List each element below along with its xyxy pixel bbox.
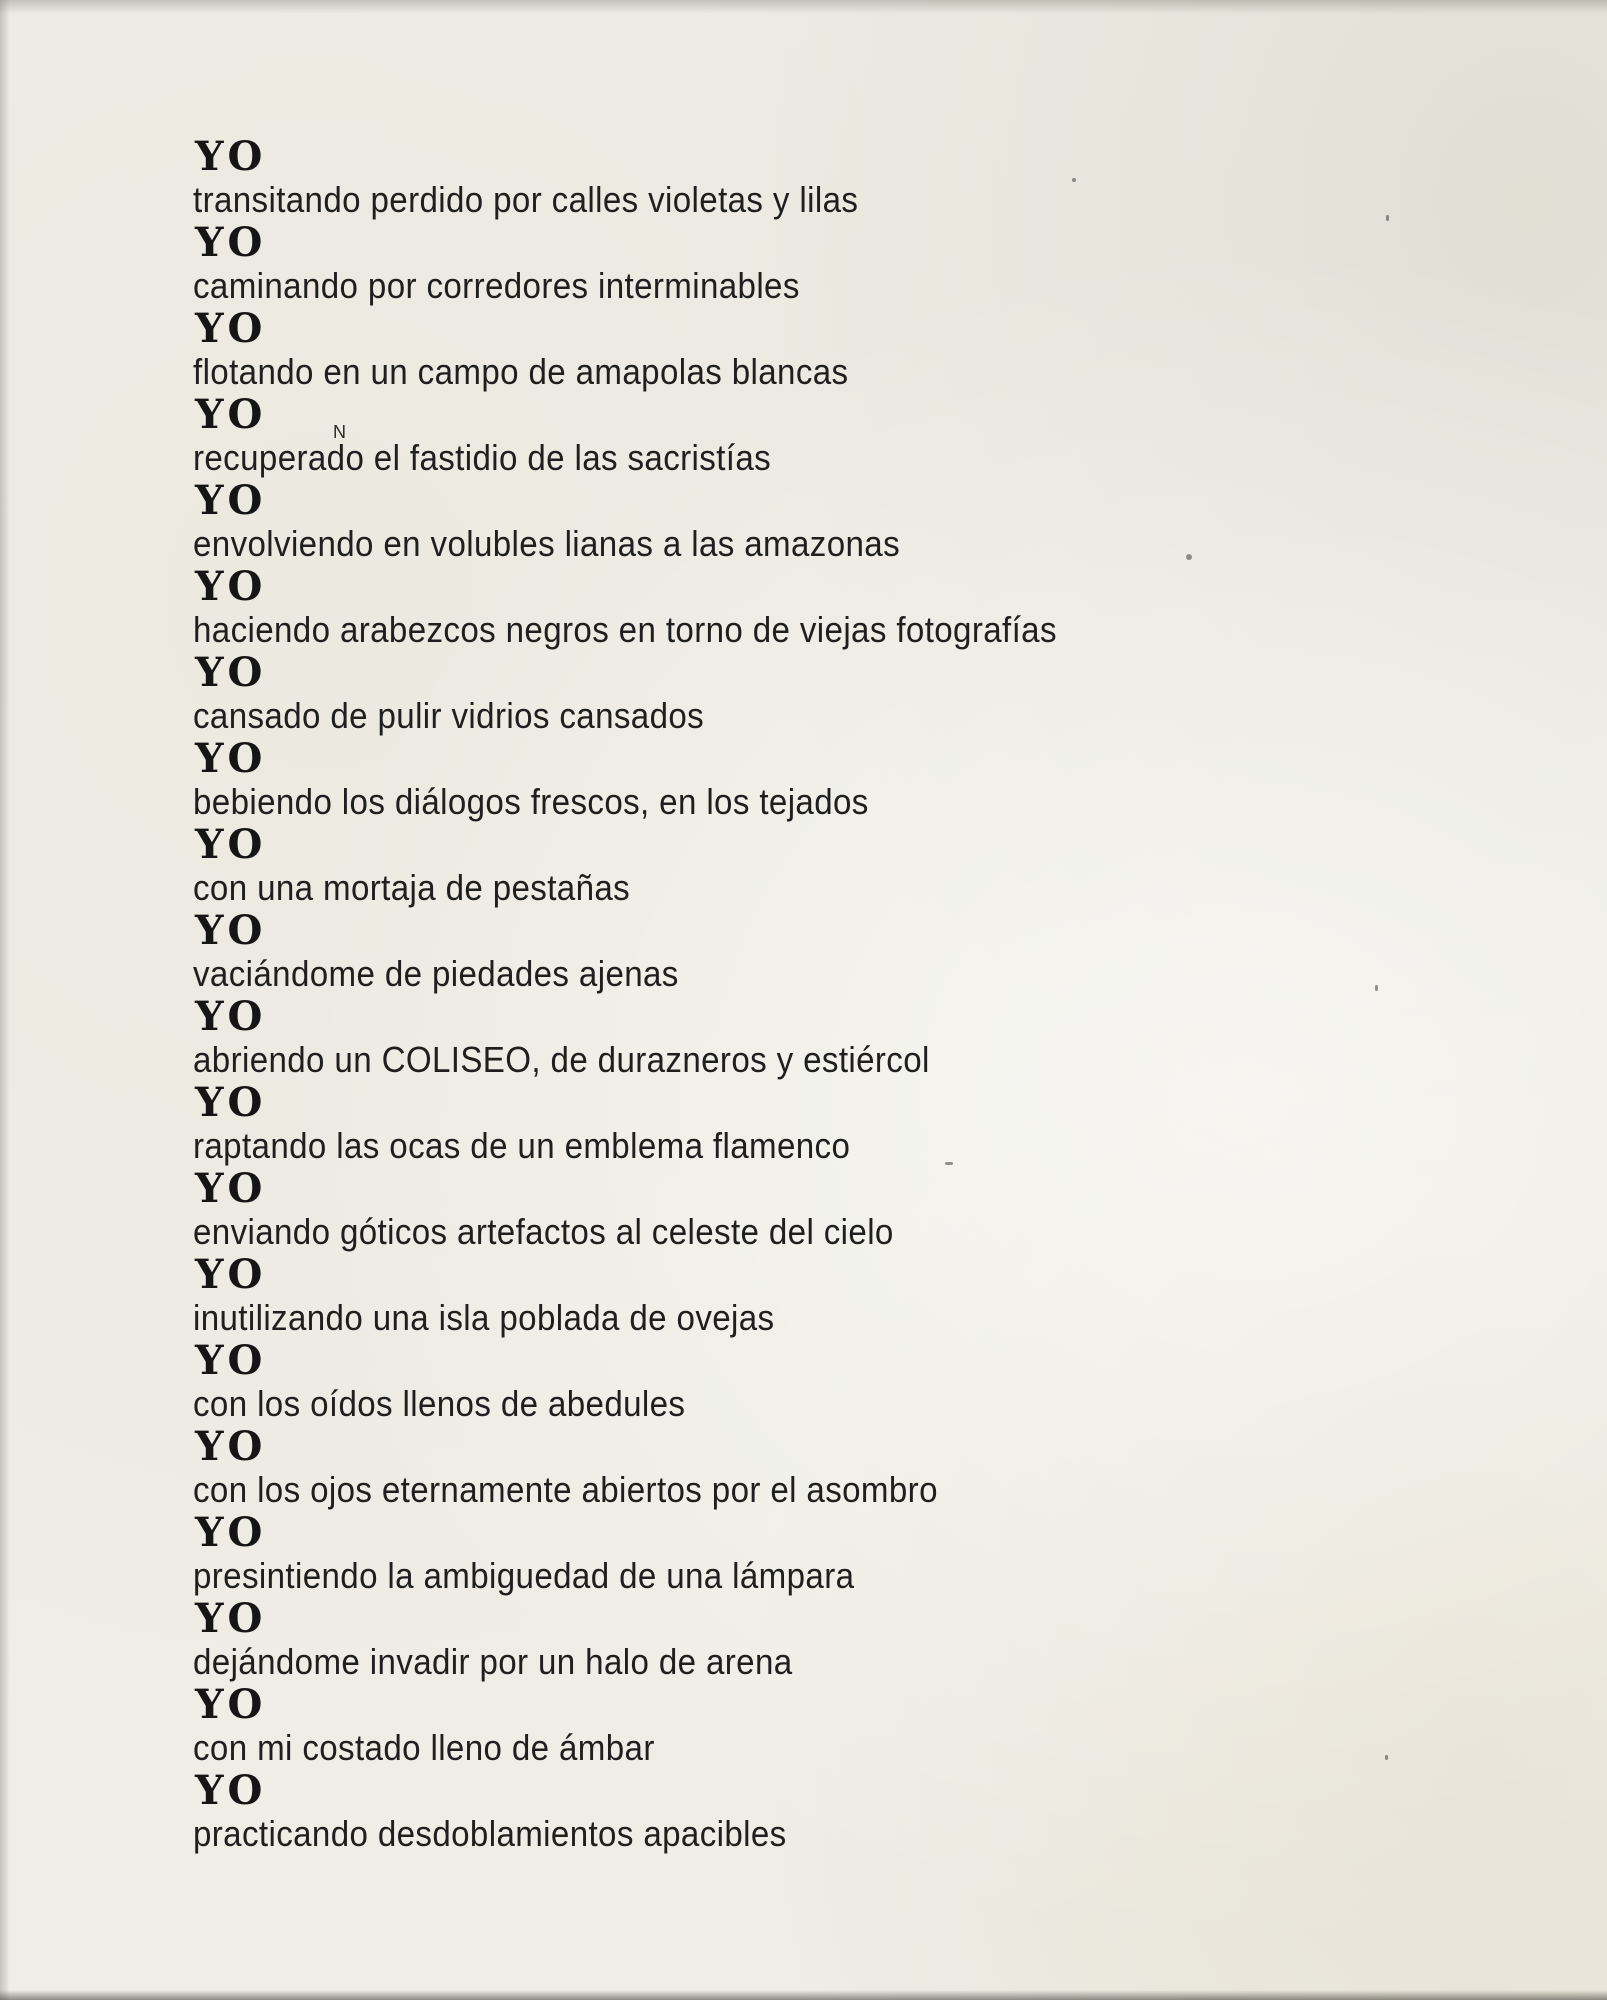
verse-line: transitando perdido por calles violetas y lilas (193, 179, 859, 220)
verse-line: flotando en un campo de amapolas blancas (193, 351, 849, 392)
page-bottom-edge-shadow (0, 1990, 1607, 2000)
stanza (193, 1423, 1493, 1512)
verse-line: haciendo arabezcos negros en torno de viejas fotografías (193, 609, 1057, 650)
verse-line: dejándome invadir por un halo de arena (193, 1641, 793, 1682)
verse-line: con mi costado lleno de ámbar (193, 1727, 655, 1768)
yo-marker: YO (195, 1509, 267, 1556)
verse-line: presintiendo la ambiguedad de una lámpara (193, 1555, 855, 1596)
yo-marker: YO (195, 1681, 267, 1728)
stanza (193, 477, 1493, 566)
yo-marker: YO (195, 563, 267, 610)
yo-marker: YO (195, 1423, 267, 1470)
verse-line: caminando por corredores interminables (193, 265, 800, 306)
stanza (193, 305, 1493, 394)
yo-marker: YO (195, 1337, 267, 1384)
stanza (193, 1337, 1493, 1426)
yo-marker: YO (195, 649, 267, 696)
stanza (193, 133, 1493, 222)
yo-marker: YO (195, 477, 267, 524)
stanza (193, 907, 1493, 996)
stanza (193, 649, 1493, 738)
verse-line: cansado de pulir vidrios cansados (193, 695, 705, 736)
stanza (193, 1767, 1493, 1856)
verse-line: con los ojos eternamente abiertos por el asombro (193, 1469, 938, 1510)
yo-marker: YO (195, 821, 267, 868)
stanza (193, 735, 1493, 824)
yo-marker: YO (195, 907, 267, 954)
yo-marker: YO (195, 391, 267, 438)
yo-marker: YO (195, 305, 267, 352)
verse-line: vaciándome de piedades ajenas (193, 953, 679, 994)
verse-line: con una mortaja de pestañas (193, 867, 631, 908)
yo-marker: YO (195, 133, 267, 180)
verse-line: bebiendo los diálogos frescos, en los tejados (193, 781, 869, 822)
verse-line: envolviendo en volubles lianas a las amazonas (193, 523, 901, 564)
verse-line: recuperado el fastidio de las sacristías (193, 437, 772, 478)
yo-marker: YO (195, 735, 267, 782)
yo-marker: YO (195, 1079, 267, 1126)
handwritten-correction: N (333, 422, 346, 442)
stanza (193, 1251, 1493, 1340)
stanza (193, 821, 1493, 910)
yo-marker: YO (195, 219, 267, 266)
verse-line: con los oídos llenos de abedules (193, 1383, 686, 1424)
stanza (193, 1509, 1493, 1598)
stanza (193, 219, 1493, 308)
verse-line: enviando góticos artefactos al celeste del cielo (193, 1211, 894, 1252)
verse-line: inutilizando una isla poblada de ovejas (193, 1297, 775, 1338)
verse-line: abriendo un COLISEO, de durazneros y estiércol (193, 1039, 930, 1080)
stanza (193, 993, 1493, 1082)
poem (193, 133, 1493, 1856)
page-left-edge-shadow (0, 0, 10, 2000)
stanza (193, 563, 1493, 652)
stanza (193, 1079, 1493, 1168)
stanza (193, 1165, 1493, 1254)
yo-marker: YO (195, 1595, 267, 1642)
verse-line: practicando desdoblamientos apacibles (193, 1813, 787, 1854)
verse-line: raptando las ocas de un emblema flamenco (193, 1125, 851, 1166)
yo-marker: YO (195, 1251, 267, 1298)
page-top-edge-shadow (0, 0, 1607, 14)
stanza (193, 1681, 1493, 1770)
yo-marker: YO (195, 1165, 267, 1212)
stanza (193, 391, 1493, 480)
yo-marker: YO (195, 993, 267, 1040)
stanza (193, 1595, 1493, 1684)
yo-marker: YO (195, 1767, 267, 1814)
